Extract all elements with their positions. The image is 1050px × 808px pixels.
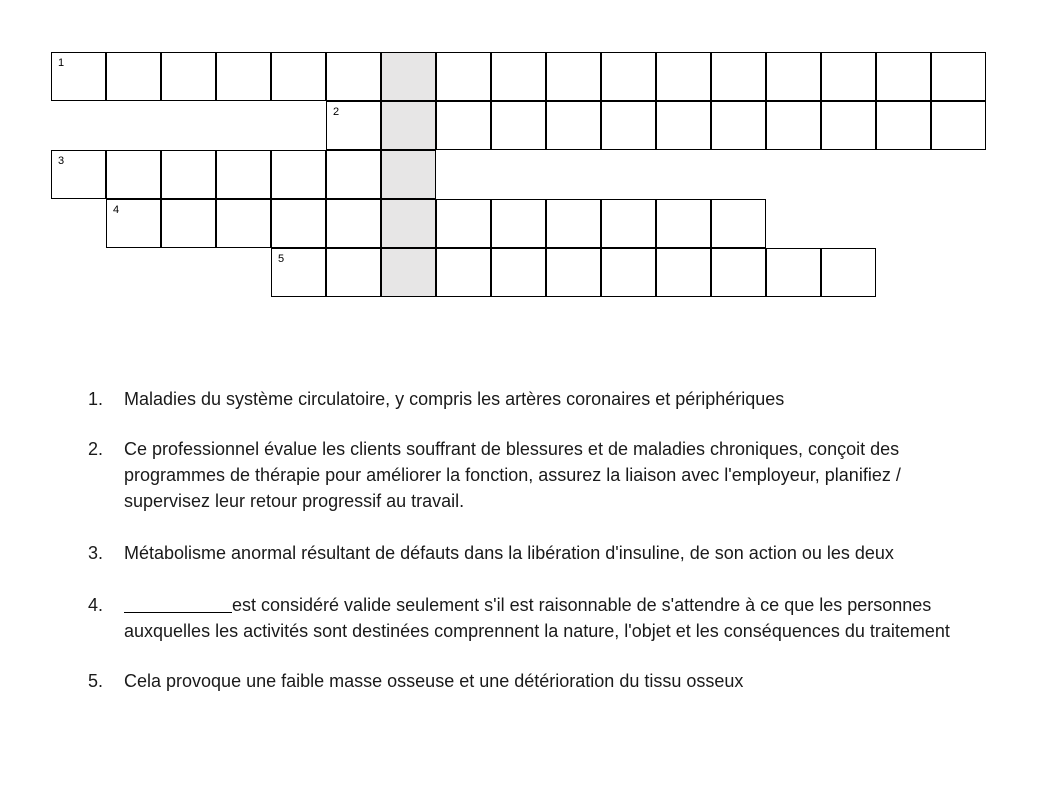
clue-3 bbox=[88, 540, 988, 566]
grid-cell[interactable] bbox=[491, 52, 546, 101]
clue-number: 1. bbox=[88, 389, 104, 409]
grid-cell[interactable] bbox=[326, 199, 381, 248]
grid-cell[interactable] bbox=[436, 199, 491, 248]
grid-cell[interactable] bbox=[161, 52, 216, 101]
grid-cell[interactable] bbox=[271, 150, 326, 199]
grid-cell[interactable] bbox=[381, 248, 436, 297]
grid-cell[interactable] bbox=[106, 199, 161, 248]
grid-cell[interactable] bbox=[161, 199, 216, 248]
grid-cell[interactable] bbox=[381, 150, 436, 199]
cell-number: 1 bbox=[58, 57, 65, 69]
grid-cell[interactable] bbox=[601, 52, 656, 101]
grid-cell[interactable] bbox=[436, 101, 491, 150]
grid-cell[interactable] bbox=[876, 101, 931, 150]
clue-2 bbox=[88, 436, 988, 514]
grid-cell[interactable] bbox=[436, 52, 491, 101]
clue-1 bbox=[88, 386, 988, 412]
grid-cell[interactable] bbox=[931, 101, 986, 150]
clue-4 bbox=[88, 592, 988, 644]
grid-cell[interactable] bbox=[876, 52, 931, 101]
grid-cell[interactable] bbox=[766, 101, 821, 150]
grid-cell[interactable] bbox=[601, 248, 656, 297]
crossword-grid bbox=[0, 0, 1050, 320]
clue-number: 2. bbox=[88, 439, 104, 459]
grid-cell[interactable] bbox=[381, 52, 436, 101]
grid-cell[interactable] bbox=[271, 248, 326, 297]
grid-cell[interactable] bbox=[381, 101, 436, 150]
grid-cell[interactable] bbox=[766, 248, 821, 297]
grid-cell[interactable] bbox=[546, 248, 601, 297]
answer-blank bbox=[124, 592, 232, 613]
grid-cell[interactable] bbox=[821, 52, 876, 101]
grid-cell[interactable] bbox=[821, 248, 876, 297]
grid-cell[interactable] bbox=[491, 248, 546, 297]
grid-cell[interactable] bbox=[216, 150, 271, 199]
grid-cell[interactable] bbox=[656, 199, 711, 248]
grid-cell[interactable] bbox=[326, 52, 381, 101]
grid-cell[interactable] bbox=[931, 52, 986, 101]
grid-cell[interactable] bbox=[381, 199, 436, 248]
clue-number: 3. bbox=[88, 543, 104, 563]
grid-cell[interactable] bbox=[711, 199, 766, 248]
grid-cell[interactable] bbox=[711, 248, 766, 297]
grid-cell[interactable] bbox=[766, 52, 821, 101]
grid-cell[interactable] bbox=[711, 101, 766, 150]
grid-cell[interactable] bbox=[271, 199, 326, 248]
cell-number: 2 bbox=[333, 106, 340, 118]
grid-cell[interactable] bbox=[436, 248, 491, 297]
grid-cell[interactable] bbox=[546, 101, 601, 150]
grid-cell[interactable] bbox=[821, 101, 876, 150]
grid-cell[interactable] bbox=[491, 101, 546, 150]
grid-cell[interactable] bbox=[326, 101, 381, 150]
clue-number: 5. bbox=[88, 671, 104, 691]
grid-cell[interactable] bbox=[106, 150, 161, 199]
clue-text: Métabolisme anormal résultant de défauts dans la libération d'insuline, de son action ou les deux bbox=[124, 543, 894, 563]
grid-cell[interactable] bbox=[271, 52, 326, 101]
grid-cell[interactable] bbox=[656, 248, 711, 297]
grid-cell[interactable] bbox=[51, 52, 106, 101]
grid-cell[interactable] bbox=[491, 199, 546, 248]
cell-number: 4 bbox=[113, 204, 120, 216]
grid-cell[interactable] bbox=[51, 150, 106, 199]
grid-cell[interactable] bbox=[656, 101, 711, 150]
clue-text: Maladies du système circulatoire, y compris les artères coronaires et périphériques bbox=[124, 389, 785, 409]
clue-text: Ce professionnel évalue les clients souffrant de blessures et de maladies chroniques, conçoit des programmes de thérapie pour améliorer la fonction, assurez la liaison avec l'employeur, planifiez / supervisez leur retour progressif au travail. bbox=[124, 439, 901, 511]
cell-number: 5 bbox=[278, 253, 285, 265]
grid-cell[interactable] bbox=[326, 248, 381, 297]
grid-cell[interactable] bbox=[216, 199, 271, 248]
grid-cell[interactable] bbox=[601, 199, 656, 248]
clue-number: 4. bbox=[88, 595, 104, 615]
grid-cell[interactable] bbox=[161, 150, 216, 199]
grid-cell[interactable] bbox=[546, 199, 601, 248]
grid-cell[interactable] bbox=[601, 101, 656, 150]
grid-cell[interactable] bbox=[711, 52, 766, 101]
grid-cell[interactable] bbox=[546, 52, 601, 101]
cell-number: 3 bbox=[58, 155, 65, 167]
clue-5 bbox=[88, 668, 988, 694]
grid-cell[interactable] bbox=[216, 52, 271, 101]
grid-cell[interactable] bbox=[656, 52, 711, 101]
grid-cell[interactable] bbox=[106, 52, 161, 101]
clue-list bbox=[88, 386, 988, 694]
grid-cell[interactable] bbox=[326, 150, 381, 199]
clue-text: Cela provoque une faible masse osseuse et une détérioration du tissu osseux bbox=[124, 671, 744, 691]
clue-text: est considéré valide seulement s'il est raisonnable de s'attendre à ce que les personnes auxquelles les activités sont destinées comprennent la nature, l'objet et les conséquences du traitement bbox=[124, 595, 950, 641]
